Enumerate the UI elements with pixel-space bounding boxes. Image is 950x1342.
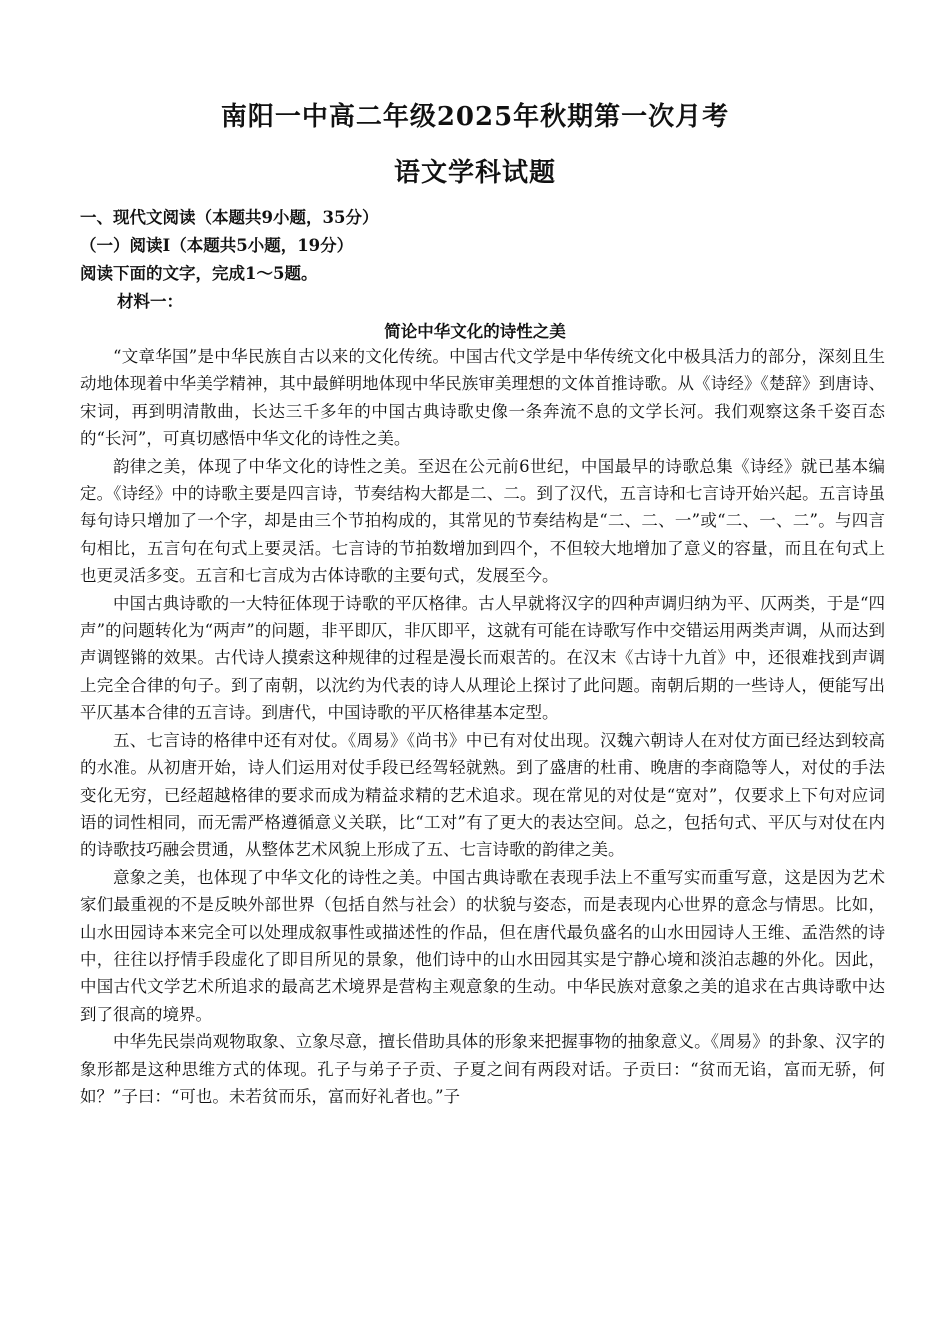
exam-title: 南阳一中高二年级2025年秋期第一次月考 (220, 102, 730, 132)
article-body (80, 343, 885, 1110)
subject-title: 语文学科试题 (393, 158, 556, 188)
section-heading: 一、现代文阅读（本题共9小题，35分） (80, 208, 379, 227)
article-paragraph: 意象之美，也体现了中华文化的诗性之美。中国古典诗歌在表现手法上不重写实而重写意，这是因为艺术家们最重视的不是反映外部世界（包括自然与社会）的状貌与姿态，而是表现内心世界的意念与情思。比如，山水田园诗本来完全可以处理成叙事性或描述性的作品，但在唐代最负盛名的山水田园诗人王维、孟浩然的诗中，往往以抒情手段虚化了即目所见的景象，他们诗中的山水田园其实是宁静心境和淡泊志趣的外化。因此，中国古代文学艺术所追求的最高艺术境界是营构主观意象的生动。中华民族对意象之美的追求在古典诗歌中达到了很高的境界。 (80, 867, 885, 1024)
article-paragraph: “文章华国”是中华民族自古以来的文化传统。中国古代文学是中华传统文化中极具活力的部分，深刻且生动地体现着中华美学精神，其中最鲜明地体现中华民族审美理想的文体首推诗歌。从《诗经》《楚辞》到唐诗、宋词，再到明清散曲，长达三千多年的中国古典诗歌史像一条奔流不息的文学长河。我们观察这条千姿百态的“长河”，可真切感悟中华文化的诗性之美。 (80, 347, 885, 449)
subsection-heading: （一）阅读Ⅰ（本题共5小题，19分） (80, 236, 354, 255)
reading-instruction: 阅读下面的文字，完成1～5题。 (80, 264, 318, 283)
article-paragraph: 五、七言诗的格律中还有对仗。《周易》《尚书》中已有对仗出现。汉魏六朝诗人在对仗方面已经达到较高的水准。从初唐开始，诗人们运用对仗手段已经驾轻就熟。到了盛唐的杜甫、晚唐的李商隐等人，对仗的手法变化无穷，已经超越格律的要求而成为精益求精的艺术追求。现在常见的对仗是“宽对”，仅要求上下句对应词语的词性相同，而无需严格遵循意义关联，比“工对”有了更大的表达空间。总之，包括句式、平仄与对仗在内的诗歌技巧融会贯通，从整体艺术风貌上形成了五、七言诗歌的韵律之美。 (80, 730, 885, 860)
article-title: 简论中华文化的诗性之美 (384, 322, 566, 341)
article-paragraph: 中国古典诗歌的一大特征体现于诗歌的平仄格律。古人早就将汉字的四种声调归纳为平、仄两类，于是“四声”的问题转化为“两声”的问题，非平即仄，非仄即平，这就有可能在诗歌写作中交错运用两类声调，从而达到声调铿锵的效果。古代诗人摸索这种规律的过程是漫长而艰苦的。在汉末《古诗十九首》中，还很难找到声调上完全合律的句子。到了南朝，以沈约为代表的诗人从理论上探讨了此问题。南朝后期的一些诗人，便能写出平仄基本合律的五言诗。到唐代，中国诗歌的平仄格律基本定型。 (80, 593, 885, 723)
article-paragraph: 韵律之美，体现了中华文化的诗性之美。至迟在公元前6世纪，中国最早的诗歌总集《诗经》就已基本编定。《诗经》中的诗歌主要是四言诗，节奏结构大都是二、二。到了汉代，五言诗和七言诗开始兴起。五言诗虽每句诗只增加了一个字，却是由三个节拍构成的，其常见的节奏结构是“二、二、一”或“二、一、二”。与四言句相比，五言句在句式上要灵活。七言诗的节拍数增加到四个，不但较大地增加了意义的容量，而且在句式上也更灵活多变。五言和七言成为古体诗歌的主要句式，发展至今。 (80, 456, 885, 586)
article-paragraph: 中华先民崇尚观物取象、立象尽意，擅长借助具体的形象来把握事物的抽象意义。《周易》的卦象、汉字的象形都是这种思维方式的体现。孔子与弟子子贡、子夏之间有两段对话。子贡曰：“贫而无谄，富而无骄，何如？”子曰：“可也。未若贫而乐，富而好礼者也。”子 (80, 1032, 885, 1106)
material-label: 材料一： (117, 292, 183, 311)
